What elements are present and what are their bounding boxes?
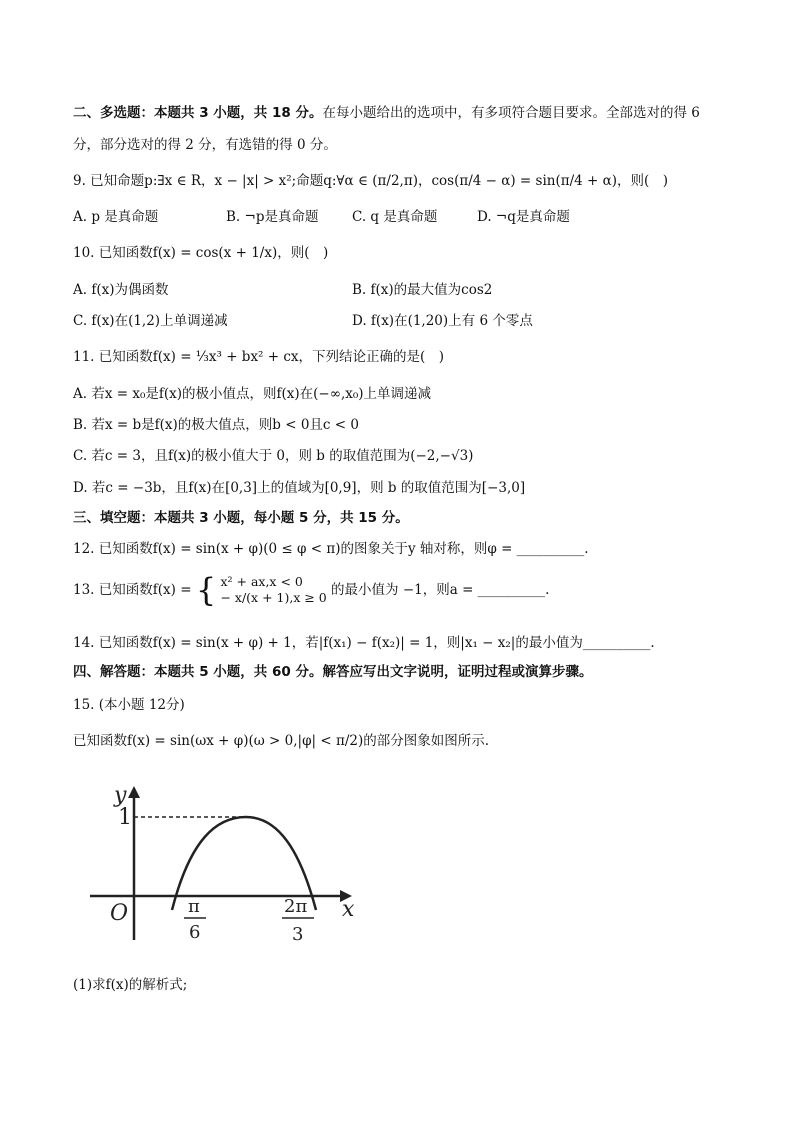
q9-option-d: D. ¬q是真命题 [477,209,570,225]
q11-option-a: A. 若x = x₀是f(x)的极小值点，则f(x)在(−∞,x₀)上单调递减 [73,386,432,402]
function-graph-svg [86,778,366,958]
section2-header [73,104,700,122]
q9-option-c: C. q 是真命题 [352,209,438,225]
q10-option-b: B. f(x)的最大值为cos2 [352,282,493,298]
function-graph [86,778,366,958]
q10-option-c: C. f(x)在(1,2)上单调递减 [73,313,228,329]
tick-pi-6-num: π [188,896,200,917]
q11-stem: 11. 已知函数f(x) = ⅓x³ + bx² + cx，下列结论正确的是( ) [73,349,445,365]
y-axis-arrow [128,786,140,798]
x-axis-label: x [342,897,355,922]
q13-prefix: 13. 已知函数f(x) = [73,582,192,598]
q13-suffix: 的最小值为 −1，则a = __________. [331,582,550,598]
q9-option-b: B. ¬p是真命题 [226,209,319,225]
q12-stem: 12. 已知函数f(x) = sin(x + φ)(0 ≤ φ < π)的图象关于y 轴对称，则φ = __________. [73,541,589,557]
q11-option-b: B. 若x = b是f(x)的极大值点，则b < 0且c < 0 [73,417,359,433]
section2-header-rest: 在每小题给出的选项中，有多项符合题目要求。全部选对的得 6 [322,105,700,121]
section2-header-line2: 分，部分选对的得 2 分，有选错的得 0 分。 [73,137,337,153]
q13-brace: { [195,571,217,609]
q13-case1: x² + ax,x < 0 [220,574,303,589]
tick-pi-6-den: 6 [189,922,201,943]
y-tick-label: 1 [118,805,132,830]
y-axis-label: y [114,783,127,808]
q9-stem: 9. 已知命题p:∃x ∈ R，x − |x| > x²;命题q:∀α ∈ (π/2,π)，cos(π/4 − α) = sin(π/4 + α)，则( ) [73,173,669,189]
q14-stem: 14. 已知函数f(x) = sin(x + φ) + 1，若|f(x₁) − f(x₂)| = 1，则|x₁ − x₂|的最小值为__________. [73,635,655,651]
q11-option-d: D. 若c = −3b，且f(x)在[0,3]上的值域为[0,9]，则 b 的取值范围为[−3,0] [73,480,526,496]
q11-option-c: C. 若c = 3，且f(x)的极小值大于 0，则 b 的取值范围为(−2,−√3) [73,448,474,464]
q15-title: 15. (本小题 12分) [73,697,185,713]
q13-case2: − x/(x + 1),x ≥ 0 [220,590,327,605]
q10-option-a: A. f(x)为偶函数 [73,282,169,298]
q15-part1: (1)求f(x)的解析式; [73,977,188,993]
origin-label: O [110,901,129,926]
q10-stem: 10. 已知函数f(x) = cos(x + 1/x)，则( ) [73,245,329,261]
q13 [73,571,550,614]
tick-2pi-3-den: 3 [292,924,304,945]
section4-header: 四、解答题：本题共 5 小题，共 60 分。解答应写出文字说明，证明过程或演算步骤。 [73,664,593,680]
tick-2pi-3-num: 2π [284,896,308,917]
section3-header: 三、填空题：本题共 3 小题，每小题 5 分，共 15 分。 [73,510,409,526]
q13-cases [220,574,326,606]
q15-stem: 已知函数f(x) = sin(ωx + φ)(ω > 0,|φ| < π/2)的部分图象如图所示. [73,733,490,749]
section2-header-bold: 二、多选题：本题共 3 小题，共 18 分。 [73,105,323,121]
q10-option-d: D. f(x)在(1,20)上有 6 个零点 [352,313,533,329]
q9-option-a: A. p 是真命题 [73,209,159,225]
